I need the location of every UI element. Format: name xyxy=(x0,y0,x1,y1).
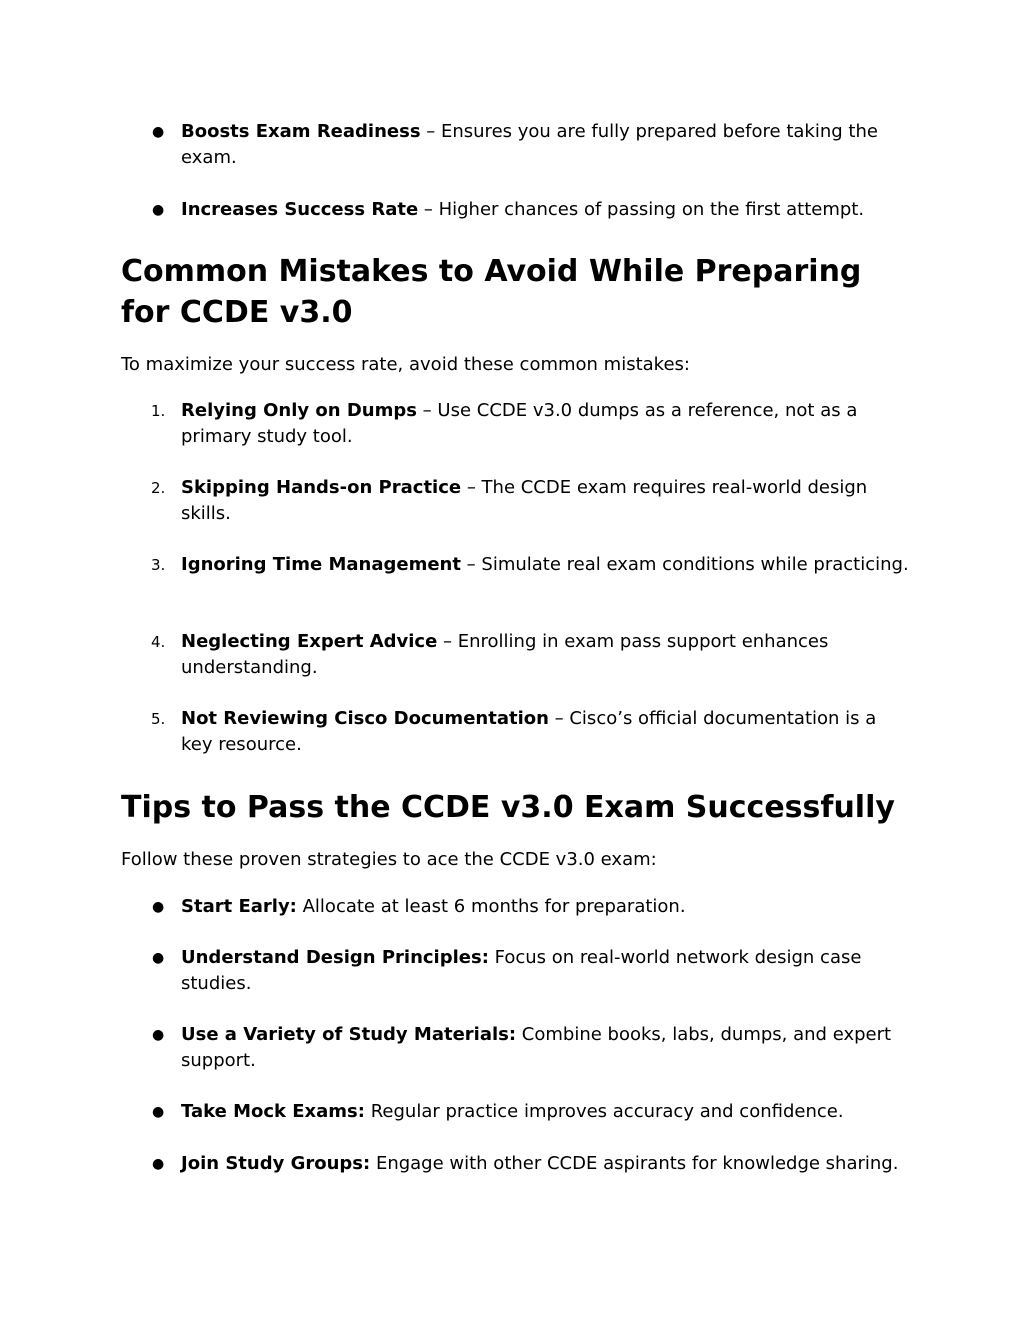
bullet-marker: ● xyxy=(152,899,165,915)
item-text: – Use CCDE v3.0 dumps as a reference, not as a primary study tool. xyxy=(181,400,858,447)
item-text: Regular practice improves accuracy and confidence. xyxy=(364,1101,844,1122)
item-text: – Enrolling in exam pass support enhances understanding. xyxy=(181,631,829,678)
item-title: Boosts Exam Readiness xyxy=(181,121,421,142)
item-title: Join Study Groups: xyxy=(181,1153,371,1174)
bullet-marker: ● xyxy=(152,950,165,966)
numbered-item xyxy=(151,398,909,450)
item-title: Ignoring Time Management xyxy=(181,554,461,575)
numbered-item xyxy=(151,629,909,681)
list-item xyxy=(152,894,909,920)
section-heading-tips: Tips to Pass the CCDE v3.0 Exam Successfully xyxy=(121,790,895,825)
item-text: – Higher chances of passing on the first attempt. xyxy=(418,199,865,220)
item-text: Allocate at least 6 months for preparation. xyxy=(296,896,686,917)
list-item xyxy=(152,1099,909,1125)
item-title: Use a Variety of Study Materials: xyxy=(181,1024,517,1045)
item-text: – Cisco’s official documentation is a key resource. xyxy=(181,708,877,755)
number-marker: 4. xyxy=(151,633,166,651)
number-marker: 5. xyxy=(151,710,166,728)
item-text: – The CCDE exam requires real-world design skills. xyxy=(181,477,868,524)
list-item xyxy=(152,1151,909,1177)
numbered-item xyxy=(151,552,909,578)
list-item xyxy=(152,945,909,997)
section-intro-tips: Follow these proven strategies to ace the CCDE v3.0 exam: xyxy=(121,849,657,870)
section-intro-mistakes: To maximize your success rate, avoid these common mistakes: xyxy=(121,354,690,375)
section-heading-mistakes: Common Mistakes to Avoid While Preparing for CCDE v3.0 xyxy=(121,254,862,330)
list-item xyxy=(152,119,909,171)
item-title: Increases Success Rate xyxy=(181,199,419,220)
item-text: Engage with other CCDE aspirants for knowledge sharing. xyxy=(370,1153,899,1174)
item-text: Focus on real-world network design case studies. xyxy=(181,947,862,994)
item-title: Start Early: xyxy=(181,896,297,917)
item-title: Not Reviewing Cisco Documentation xyxy=(181,708,549,729)
number-marker: 1. xyxy=(151,402,166,420)
item-text: Combine books, labs, dumps, and expert support. xyxy=(181,1024,892,1071)
item-title: Skipping Hands-on Practice xyxy=(181,477,462,498)
number-marker: 2. xyxy=(151,479,166,497)
number-marker: 3. xyxy=(151,556,166,574)
bullet-marker: ● xyxy=(152,1104,165,1120)
item-title: Take Mock Exams: xyxy=(181,1101,365,1122)
item-title: Understand Design Principles: xyxy=(181,947,489,968)
item-title: Relying Only on Dumps xyxy=(181,400,417,421)
item-title: Neglecting Expert Advice xyxy=(181,631,438,652)
numbered-item xyxy=(151,475,909,527)
list-item xyxy=(152,197,909,223)
item-text: – Simulate real exam conditions while practicing. xyxy=(460,554,909,575)
numbered-item xyxy=(151,706,909,758)
bullet-marker: ● xyxy=(152,124,165,140)
bullet-marker: ● xyxy=(152,202,165,218)
item-text: – Ensures you are fully prepared before taking the exam. xyxy=(181,121,878,168)
list-item xyxy=(152,1022,909,1074)
bullet-marker: ● xyxy=(152,1156,165,1172)
bullet-marker: ● xyxy=(152,1027,165,1043)
